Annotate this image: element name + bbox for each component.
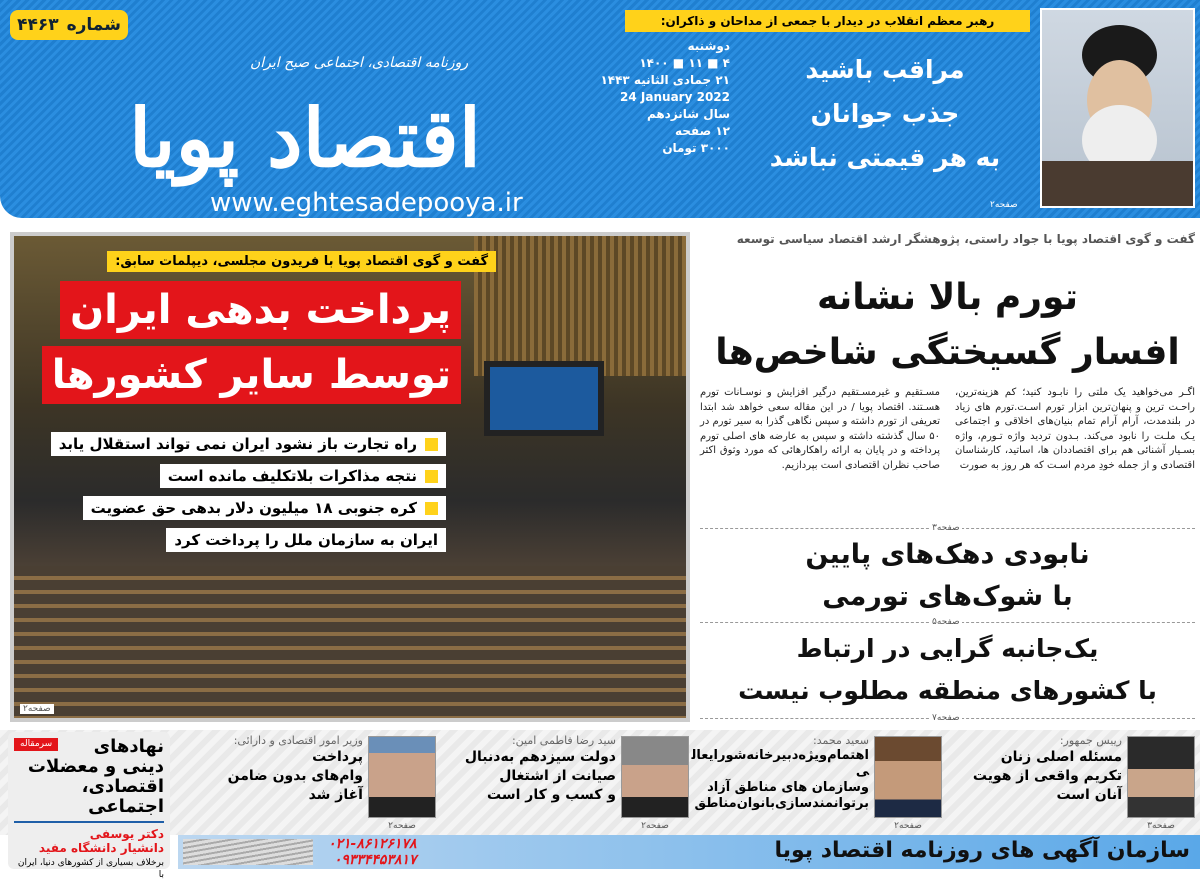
lead-headline-line: جذب جوانان <box>810 99 960 128</box>
editorial-body: برخلاف بسیاری از کشورهای دنیا، ایران با <box>17 858 164 880</box>
page-ref: صفحه۷ <box>932 713 960 723</box>
story-3-line: یک‌جانبه گرایی در ارتباط <box>796 634 1099 663</box>
teaser[interactable] <box>942 734 1122 834</box>
page-ref: صفحه۳ <box>1147 821 1175 831</box>
ad-phone: ۰۹۳۳۴۴۵۳۸۱۷ <box>333 852 417 868</box>
date-hijri: ۲۱ جمادی الثانیه ۱۴۴۳ <box>600 73 730 87</box>
feature-headline-line: پرداخت بدهی ایران <box>60 281 461 339</box>
editorial-title-line: نهادهای <box>93 736 164 757</box>
divider <box>14 821 164 823</box>
teaser-source: وزیر امور اقتصادی و دارائی: <box>233 734 363 747</box>
editorial-author-role: دانشیار دانشگاه مفید <box>38 841 164 855</box>
bullet-text: کره جنوبی ۱۸ میلیون دلار بدهی حق عضویت <box>90 499 417 517</box>
story-2-headline[interactable] <box>700 534 1195 618</box>
feature-page-ref: صفحه۲ <box>20 704 54 714</box>
teaser-line: تکریم واقعی از هویت <box>972 768 1122 784</box>
bullet-text: نتجه مذاکرات بلاتکلیف مانده است <box>167 467 417 485</box>
lead-kicker: رهبر معظم انقلاب در دیدار با جمعی از مداحان و ذاکران: <box>625 10 1030 32</box>
page-ref: صفحه۲ <box>641 821 669 831</box>
editorial[interactable] <box>8 732 170 880</box>
issue-number: ۴۴۶۳ <box>17 15 59 35</box>
teaser[interactable] <box>436 734 616 834</box>
teaser-line: مسئله اصلی زنان <box>1000 749 1122 765</box>
fatemi-amin-photo <box>621 736 689 818</box>
right-headline-line: افسار گسیختگی شاخص‌ها <box>715 332 1180 373</box>
president-photo <box>1127 736 1195 818</box>
teaser-line: پرداخت <box>312 749 363 765</box>
issue-label: شماره <box>66 15 121 35</box>
feature-bullet <box>166 528 446 552</box>
bullet-icon <box>425 502 438 515</box>
right-column <box>700 228 1195 728</box>
feature-bullet <box>51 432 446 456</box>
bullet-icon <box>425 438 438 451</box>
feature-headline-line: توسط سایر کشورها <box>42 346 461 404</box>
teaser-line: آغاز شد <box>308 787 363 803</box>
lead-headline[interactable] <box>735 48 1035 180</box>
editorial-badge: سرمقاله <box>14 738 58 751</box>
page-count: ۱۲ صفحه <box>675 124 730 138</box>
teaser-line: و کسب و کار است <box>487 787 616 803</box>
bullet-text: ایران به سازمان ملل را پرداخت کرد <box>174 531 438 549</box>
teaser-source: رییس جمهور: <box>1059 734 1122 747</box>
bullet-text: راه تجارت باز نشود ایران نمی تواند استقلال یابد <box>58 435 417 453</box>
teaser-line: صیانت از اشتغال <box>499 768 616 784</box>
right-headline[interactable] <box>700 270 1195 380</box>
teaser[interactable] <box>183 734 363 834</box>
lead-headline-line: به هر قیمتی نباشد <box>769 143 1001 172</box>
teaser-source: سید رضا فاطمی امین: <box>511 734 616 747</box>
editorial-title-line: اقتصادی، اجتماعی <box>81 776 164 817</box>
newspaper-stack-image <box>183 839 313 865</box>
ad-banner[interactable] <box>178 835 1200 869</box>
bullet-icon <box>425 470 438 483</box>
feature-kicker: گفت و گوی اقتصاد پویا با فریدون مجلسی، دیپلمات سابق: <box>107 251 496 272</box>
website-url[interactable]: www.eghtesadepooya.ir <box>210 188 523 218</box>
date-persian: ۴ ■ ۱۱ ■ ۱۴۰۰ <box>639 56 730 70</box>
page-ref: صفحه۲ <box>388 821 416 831</box>
year-volume: سال شانزدهم <box>646 107 730 121</box>
bottom-teasers <box>0 730 1200 835</box>
teaser[interactable] <box>689 734 869 834</box>
teaser-source: سعید محمد: <box>813 734 869 747</box>
ad-phones <box>328 836 417 868</box>
leader-photo <box>1040 8 1195 208</box>
right-kicker: گفت و گوی اقتصاد پویا با جواد راستی، پژوهشگر ارشد اقتصاد سیاسی توسعه <box>736 232 1195 246</box>
tagline: روزنامه اقتصادی، اجتماعی صبح ایران <box>250 55 469 71</box>
date-gregorian: 24 January 2022 <box>620 90 730 104</box>
price: ۳۰۰۰ تومان <box>662 141 730 155</box>
teaser-line: اهتمام‌ویژه‌دبیرخانه‌شورایعالی <box>691 748 869 779</box>
story-2-line: نابودی دهک‌های پایین <box>805 539 1090 570</box>
teaser-line: وسازمان های مناطق آزاد <box>707 780 869 795</box>
editorial-author: دکتر یوسفی <box>89 827 164 841</box>
page-ref: صفحه۳ <box>932 523 960 533</box>
date-block <box>598 38 730 157</box>
teaser-line: وام‌های بدون ضامن <box>227 768 363 784</box>
feature-bullet <box>83 496 446 520</box>
teaser-line: دولت سیزدهم به‌دنبال <box>464 749 616 765</box>
right-headline-line: تورم بالا نشانه <box>816 277 1079 318</box>
story-3-line: با کشورهای منطقه مطلوب نیست <box>738 676 1157 705</box>
weekday: دوشنبه <box>687 39 730 53</box>
lead-page-ref: صفحه۲ <box>990 200 1018 210</box>
un-screen <box>484 361 604 436</box>
teaser-line: آنان است <box>1056 787 1122 803</box>
page-ref: صفحه۲ <box>894 821 922 831</box>
ad-text: سازمان آگهی های روزنامه اقتصاد پویا <box>774 838 1190 863</box>
feature-bullet <box>160 464 446 488</box>
story-2-line: با شوک‌های تورمی <box>822 581 1073 612</box>
feature-story[interactable] <box>10 232 690 722</box>
newspaper-logo: اقتصاد پویا <box>128 91 482 185</box>
article-body-right: اگـر می‌خواهید یک ملتی را نابـود کنید؛ کم هزینه‌ترین، راحـت ترین و پنهان‌ترین ابزار تورم اسـت.تورم های زیاد در بلندمدت، آرام آرام تمام بنیان‌های اخلاقی و اجتماعی یـک ملـت را نابود می‌کند. بـدون تردید واژه تـورم، واژه بسـیار آشنائی هم برای اقتصاددان ها، اساتید، کارشناسان اقتصادی و از جمله خودِ مردم اسـت که هر روز به صورت <box>955 387 1195 471</box>
saeed-mohammad-photo <box>874 736 942 818</box>
issue-number-badge <box>10 10 128 40</box>
ad-phone: ۰۲۱-۸۶۱۲۶۱۷۸ <box>328 836 417 852</box>
story-3-headline[interactable] <box>700 628 1195 712</box>
editorial-title-line: دینی و معضلات <box>27 756 164 777</box>
article-body-left: مسـتقیم و غیرمسـتقیم درگیر افزایش و نوسـانات تورم هسـتند. اقتصاد پویا / در این مقاله سعی خواهد شد ابتدا تعریفی از تورم داشته و سپس نگاهی گذرا به سیر تورم در ۵۰ سال گذشته داشته و سپس به عارضه های اصلی تورم پرداخته و در پایان به ارائه راهکارهائی که مورد وثوق اکثر صاحب نظران اقتصادی است بپردازیم. <box>700 387 940 471</box>
page-ref: صفحه۵ <box>932 617 960 627</box>
lead-headline-line: مراقب باشید <box>805 55 965 84</box>
minister-photo <box>368 736 436 818</box>
teaser-line: برتوانمندسازی‌بانوان‌مناطق <box>694 796 869 811</box>
